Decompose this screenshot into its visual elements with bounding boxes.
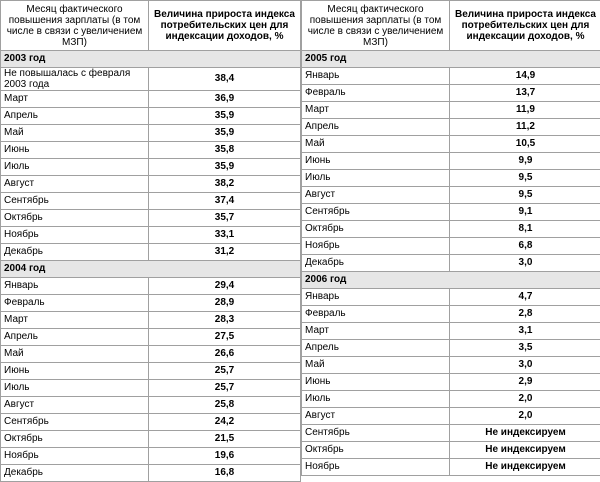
table-row	[1, 397, 301, 414]
value-column-header: Величина прироста индекса потребительских цен для индексации доходов, %	[450, 1, 600, 51]
month-cell: Февраль	[302, 306, 450, 323]
table-row	[1, 91, 301, 108]
value-cell: 16,8	[149, 465, 301, 482]
value-cell: 27,5	[149, 329, 301, 346]
value-cell: 2,0	[450, 391, 600, 408]
table-row	[1, 278, 301, 295]
table-row	[1, 312, 301, 329]
table-row	[1, 346, 301, 363]
table-row	[302, 289, 600, 306]
value-cell: 9,9	[450, 153, 600, 170]
value-cell: 4,7	[450, 289, 600, 306]
value-cell: 19,6	[149, 448, 301, 465]
table-row	[302, 68, 600, 85]
value-cell: 2,9	[450, 374, 600, 391]
month-cell: Январь	[302, 289, 450, 306]
year-section-row	[302, 51, 600, 68]
month-cell: Декабрь	[1, 244, 149, 261]
value-cell: 24,2	[149, 414, 301, 431]
month-cell: Декабрь	[302, 255, 450, 272]
table-row	[1, 68, 301, 91]
month-cell: Сентябрь	[302, 425, 450, 442]
month-cell: Март	[302, 323, 450, 340]
value-cell: 11,2	[450, 119, 600, 136]
value-cell: 29,4	[149, 278, 301, 295]
month-cell: Август	[302, 408, 450, 425]
month-cell: Ноябрь	[302, 238, 450, 255]
table-row	[302, 374, 600, 391]
table-row	[302, 442, 600, 459]
month-cell: Июнь	[302, 374, 450, 391]
value-cell: 9,5	[450, 170, 600, 187]
table-row	[1, 414, 301, 431]
table-row	[1, 329, 301, 346]
value-cell: 9,1	[450, 204, 600, 221]
table-row	[302, 357, 600, 374]
month-cell: Сентябрь	[302, 204, 450, 221]
value-cell: 36,9	[149, 91, 301, 108]
value-cell: 31,2	[149, 244, 301, 261]
month-cell: Октябрь	[302, 221, 450, 238]
value-cell: Не индексируем	[450, 459, 600, 476]
month-cell: Октябрь	[1, 210, 149, 227]
table-row	[1, 125, 301, 142]
value-cell: 21,5	[149, 431, 301, 448]
month-cell: Июнь	[1, 363, 149, 380]
year-section-row	[302, 272, 600, 289]
value-cell: Не индексируем	[450, 442, 600, 459]
value-cell: 8,1	[450, 221, 600, 238]
table-row	[302, 102, 600, 119]
table-row	[302, 340, 600, 357]
value-cell: 35,9	[149, 125, 301, 142]
year-section-label: 2004 год	[1, 261, 301, 278]
table-row	[1, 227, 301, 244]
value-cell: 35,7	[149, 210, 301, 227]
table-row	[302, 119, 600, 136]
month-cell: Июнь	[302, 153, 450, 170]
table-row	[302, 85, 600, 102]
table-right-body	[302, 51, 600, 476]
value-cell: 6,8	[450, 238, 600, 255]
month-cell: Май	[1, 346, 149, 363]
table-row	[1, 176, 301, 193]
value-cell: 28,3	[149, 312, 301, 329]
year-section-row	[1, 261, 301, 278]
month-cell: Февраль	[302, 85, 450, 102]
table-header-row	[302, 1, 600, 51]
table-row	[1, 193, 301, 210]
month-cell: Апрель	[302, 340, 450, 357]
month-cell: Апрель	[302, 119, 450, 136]
value-cell: 38,4	[149, 68, 301, 91]
month-cell: Март	[1, 312, 149, 329]
table-row	[302, 187, 600, 204]
table-row	[302, 425, 600, 442]
value-cell: 28,9	[149, 295, 301, 312]
value-cell: 37,4	[149, 193, 301, 210]
value-cell: 3,0	[450, 255, 600, 272]
month-cell: Июль	[1, 159, 149, 176]
table-row	[1, 448, 301, 465]
table-row	[1, 363, 301, 380]
month-column-header: Месяц фактического повышения зарплаты (в том числе в связи с увеличением МЗП)	[302, 1, 450, 51]
value-cell: 38,2	[149, 176, 301, 193]
table-row	[1, 159, 301, 176]
month-cell: Июль	[1, 380, 149, 397]
table-row	[1, 431, 301, 448]
month-cell: Март	[302, 102, 450, 119]
value-cell: 13,7	[450, 85, 600, 102]
table-row	[302, 459, 600, 476]
value-cell: 35,8	[149, 142, 301, 159]
table-row	[1, 465, 301, 482]
month-cell: Февраль	[1, 295, 149, 312]
value-cell: 25,8	[149, 397, 301, 414]
month-cell: Сентябрь	[1, 414, 149, 431]
month-cell: Март	[1, 91, 149, 108]
value-cell: 2,8	[450, 306, 600, 323]
table-row	[302, 153, 600, 170]
value-cell: 9,5	[450, 187, 600, 204]
month-cell: Январь	[1, 278, 149, 295]
table-row	[1, 380, 301, 397]
table-row	[302, 170, 600, 187]
month-cell: Июль	[302, 170, 450, 187]
month-cell: Октябрь	[1, 431, 149, 448]
year-section-label: 2006 год	[302, 272, 600, 289]
table-row	[302, 323, 600, 340]
month-cell: Май	[302, 357, 450, 374]
month-cell: Июнь	[1, 142, 149, 159]
month-cell: Не повышалась с февраля 2003 года	[1, 68, 149, 91]
month-cell: Декабрь	[1, 465, 149, 482]
table-left-body	[1, 51, 301, 482]
value-cell: 14,9	[450, 68, 600, 85]
table-header-row	[1, 1, 301, 51]
month-cell: Май	[302, 136, 450, 153]
value-cell: 3,0	[450, 357, 600, 374]
month-cell: Апрель	[1, 108, 149, 125]
month-cell: Ноябрь	[1, 227, 149, 244]
table-row	[302, 136, 600, 153]
year-section-label: 2005 год	[302, 51, 600, 68]
value-cell: 11,9	[450, 102, 600, 119]
month-cell: Август	[302, 187, 450, 204]
month-cell: Сентябрь	[1, 193, 149, 210]
value-cell: 3,1	[450, 323, 600, 340]
value-cell: 26,6	[149, 346, 301, 363]
year-section-label: 2003 год	[1, 51, 301, 68]
table-row	[1, 295, 301, 312]
value-cell: 25,7	[149, 363, 301, 380]
table-row	[302, 221, 600, 238]
table-row	[302, 255, 600, 272]
value-column-header: Величина прироста индекса потребительских цен для индексации доходов, %	[149, 1, 301, 51]
table-row	[302, 408, 600, 425]
table-row	[1, 210, 301, 227]
value-cell: Не индексируем	[450, 425, 600, 442]
value-cell: 35,9	[149, 159, 301, 176]
month-cell: Май	[1, 125, 149, 142]
table-right	[301, 0, 600, 476]
value-cell: 2,0	[450, 408, 600, 425]
month-column-header: Месяц фактического повышения зарплаты (в том числе в связи с увеличением МЗП)	[1, 1, 149, 51]
table-row	[1, 142, 301, 159]
month-cell: Ноябрь	[302, 459, 450, 476]
table-row	[302, 204, 600, 221]
value-cell: 33,1	[149, 227, 301, 244]
table-row	[1, 108, 301, 125]
table-row	[1, 244, 301, 261]
value-cell: 3,5	[450, 340, 600, 357]
value-cell: 10,5	[450, 136, 600, 153]
table-row	[302, 306, 600, 323]
month-cell: Январь	[302, 68, 450, 85]
value-cell: 25,7	[149, 380, 301, 397]
month-cell: Август	[1, 397, 149, 414]
month-cell: Июль	[302, 391, 450, 408]
year-section-row	[1, 51, 301, 68]
table-row	[302, 238, 600, 255]
month-cell: Ноябрь	[1, 448, 149, 465]
table-row	[302, 391, 600, 408]
month-cell: Апрель	[1, 329, 149, 346]
value-cell: 35,9	[149, 108, 301, 125]
month-cell: Октябрь	[302, 442, 450, 459]
month-cell: Август	[1, 176, 149, 193]
